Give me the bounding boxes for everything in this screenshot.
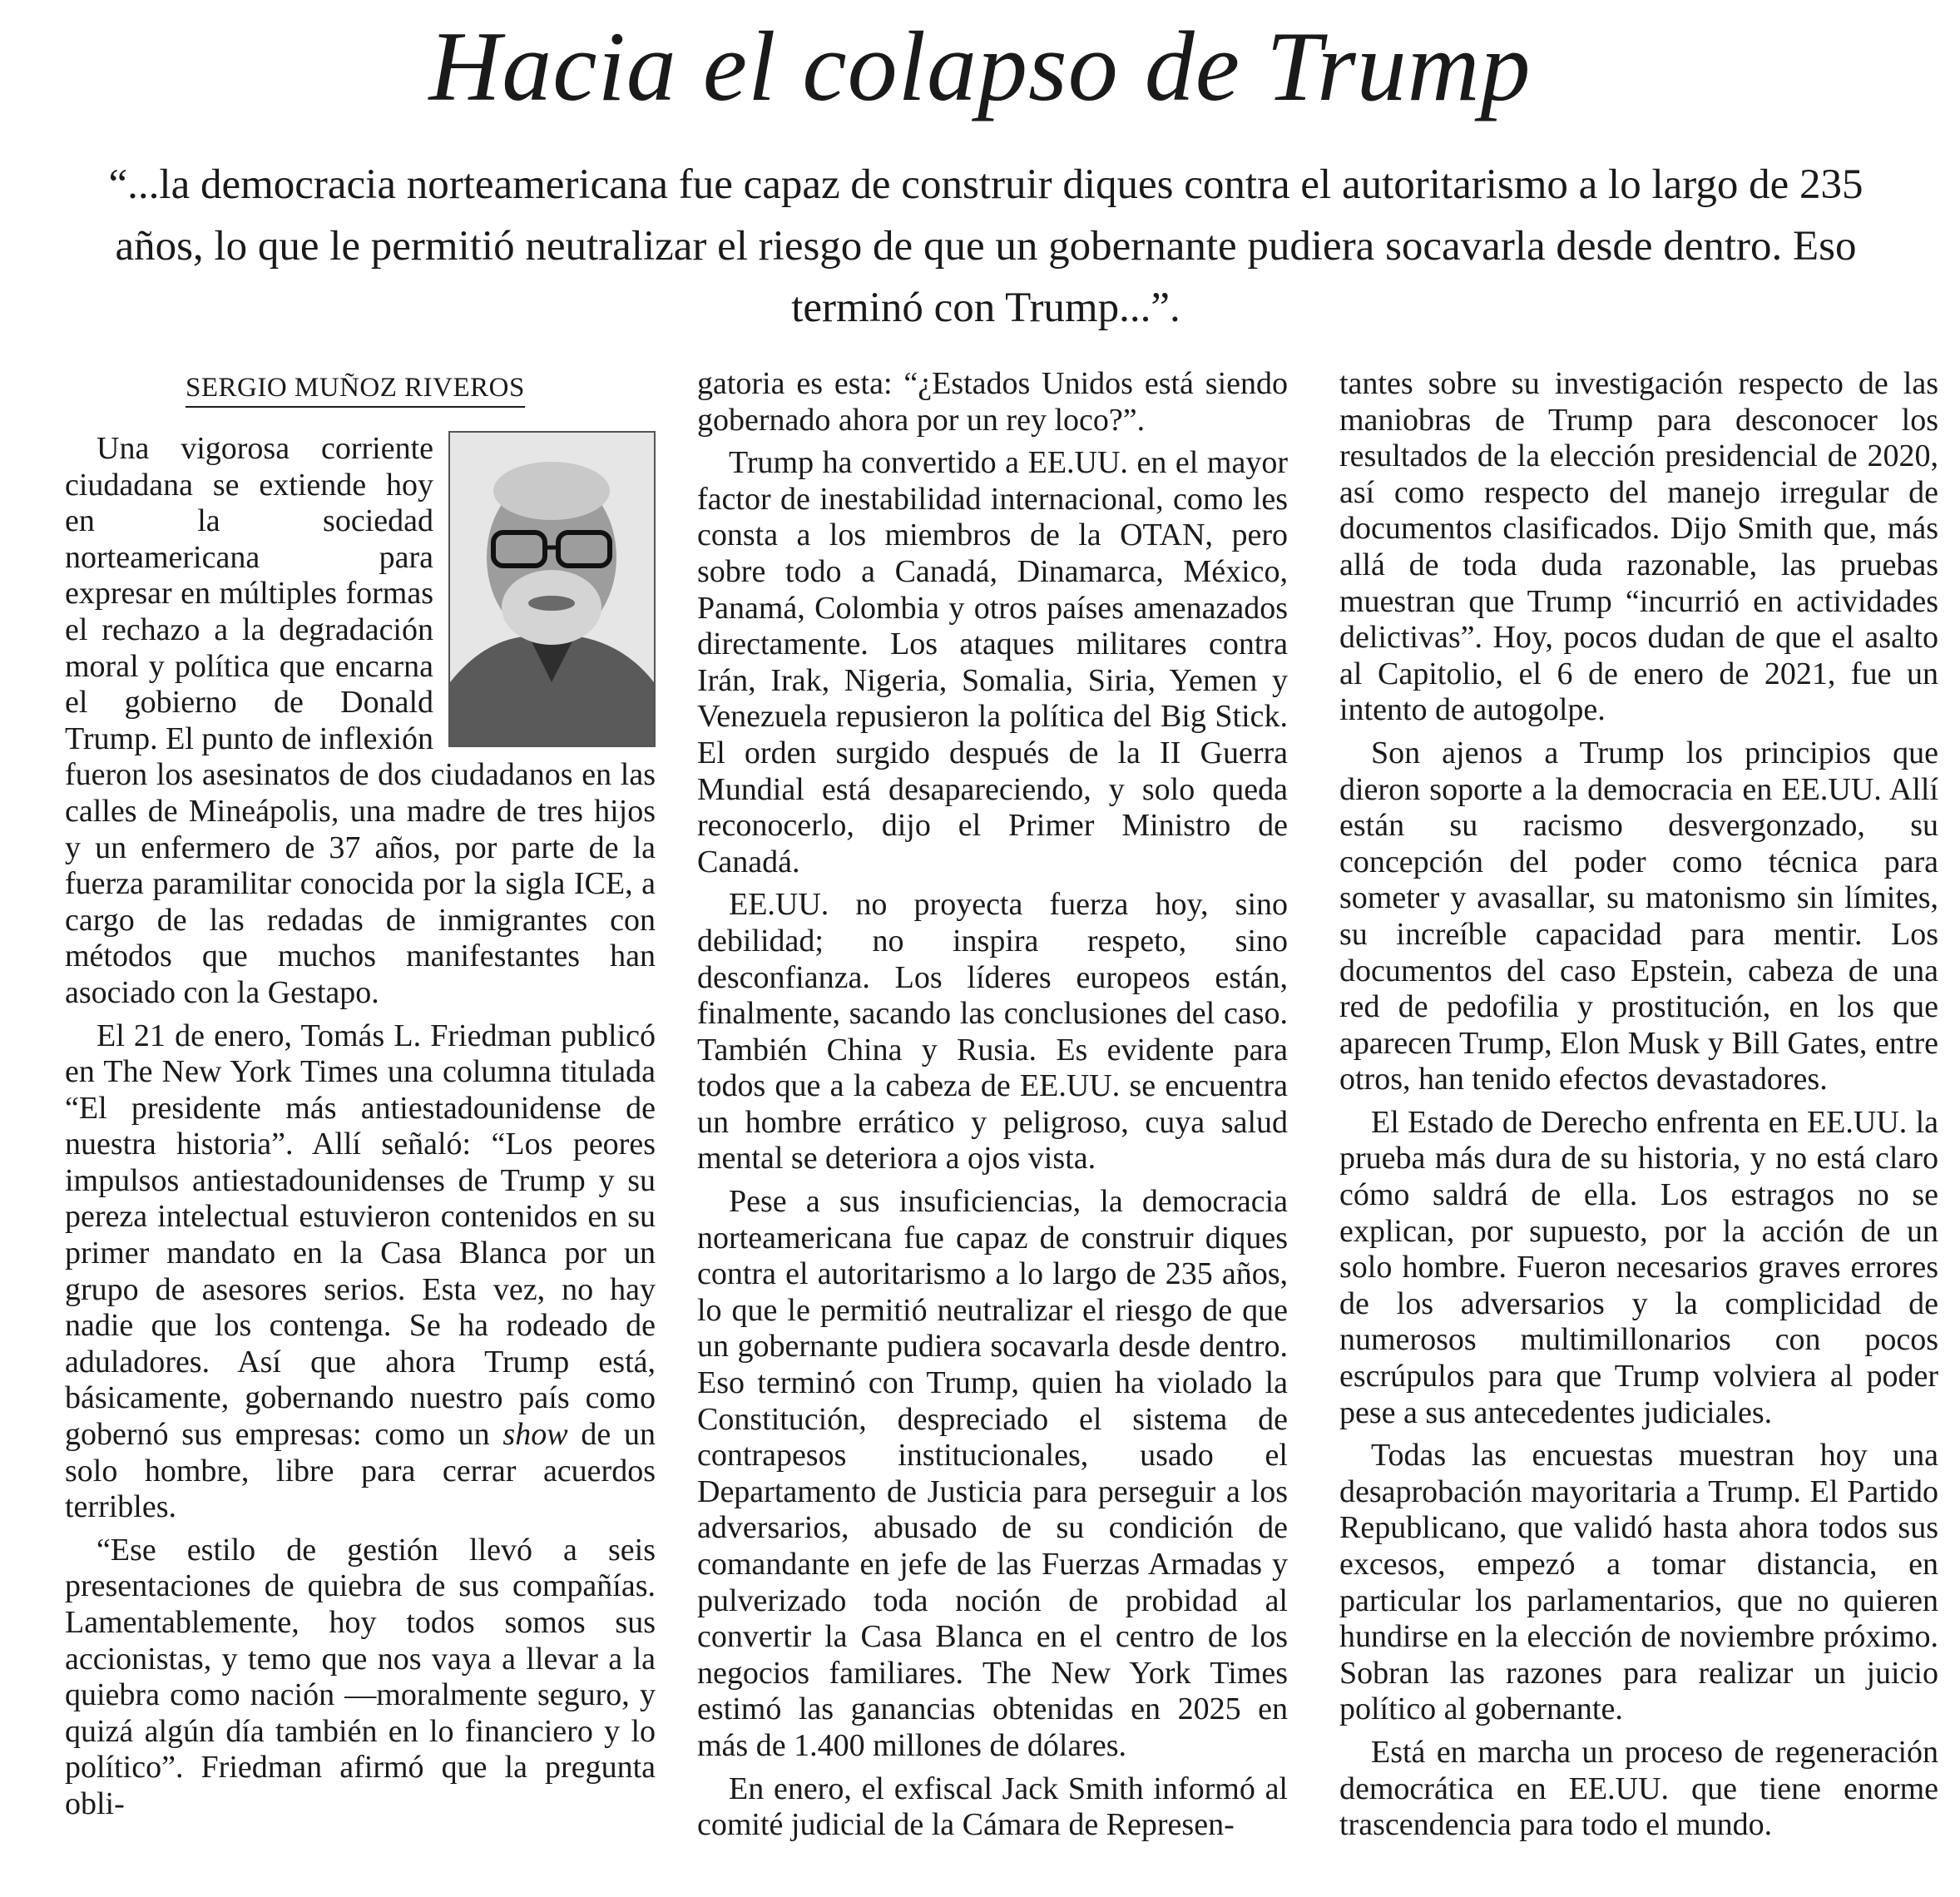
paragraph: “Ese estilo de gestión llevó a seis presentaciones de quiebra de sus compañías. Lamentablemente, hoy todos somos sus accionistas, y temo que nos vaya a llevar a la quiebra como nación —moralmente seguro, y quizá algún día también en lo financiero y lo político”. Friedman afirmó que la pregunta obli- <box>65 1532 656 1821</box>
paragraph: Trump ha convertido a EE.UU. en el mayor factor de inestabilidad internacional, como les consta a los miembros de la OTAN, pero sobre todo a Canadá, Dinamarca, México, Panamá, Colombia y otros países amenazados directamente. Los ataques militares contra Irán, Irak, Nigeria, Somalia, Siria, Yemen y Venezuela repusieron la política del Big Stick. El orden surgido después de la II Guerra Mundial está desapareciendo, y solo queda reconocerlo, dijo el Primer Ministro de Canadá. <box>697 445 1288 879</box>
paragraph <box>65 431 656 1012</box>
paragraph <box>65 1018 656 1526</box>
paragraph: Todas las encuestas muestran hoy una desaprobación mayoritaria a Trump. El Partido Republicano, que validó hasta ahora todos sus excesos, empezó a tomar distancia, en particular los parlamentarios, que no quieren hundirse en la elección de noviembre próximo. Sobran las razones para realizar un juicio político al gobernante. <box>1339 1438 1938 1727</box>
pull-quote: “...la democracia norteamericana fue capaz de construir diques contra el autoritarismo a lo largo de 235 años, lo que le permitió neutralizar el riesgo de que un gobernante pudiera socavarla desde dentro. Eso terminó con Trump...”. <box>108 161 1863 331</box>
italic-word: show <box>502 1417 568 1453</box>
author-portrait-icon <box>450 433 654 745</box>
paragraph-text: de un solo hombre, libre para cerrar acuerdos terribles. <box>65 1417 656 1525</box>
column-3 <box>1339 366 1938 1893</box>
paragraph: En enero, el exfiscal Jack Smith informó al comité judicial de la Cámara de Represen- <box>697 1771 1288 1843</box>
paragraph: Está en marcha un proceso de regeneración democrática en EE.UU. que tiene enorme trascendencia para todo el mundo. <box>1339 1734 1938 1843</box>
paragraph: gatoria es esta: “¿Estados Unidos está siendo gobernado ahora por un rey loco?”. <box>697 366 1288 438</box>
paragraph-text: Una vigorosa corriente ciudadana se extiende hoy en la sociedad norteamericana para expresar en múltiples formas el rechazo a la degradación moral y política que encarna el gobierno de Donald Trump. El punto de inflexión fueron los asesinatos de dos ciudadanos en las calles de Mineápolis, una madre de tres hijos y un enfermero de 37 años, por parte de la fuerza paramilitar conocida por la sigla ICE, a cargo de las redadas de inmigrantes con métodos que muchos manifestantes han asociado con la Gestapo. <box>65 431 656 1010</box>
author-photo <box>448 431 656 747</box>
paragraph: EE.UU. no proyecta fuerza hoy, sino debilidad; no inspira respeto, sino desconfianza. Los líderes europeos están, finalmente, sacando las conclusiones del caso. También China y Rusia. Es evidente para todos que a la cabeza de EE.UU. se encuentra un hombre errático y peligroso, cuya salud mental se deteriora a ojos vista. <box>697 887 1288 1176</box>
paragraph: El Estado de Derecho enfrenta en EE.UU. la prueba más dura de su historia, y no está claro cómo saldrá de ella. Los estragos no se explican, por supuesto, por la acción de un solo hombre. Fueron necesarios graves errores de los adversarios y la complicidad de numerosos multimillonarios con pocos escrúpulos para que Trump volviera al poder pese a sus antecedentes judiciales. <box>1339 1104 1938 1430</box>
paragraph-text: El 21 de enero, Tomás L. Friedman publicó en The New York Times una columna titulada “El presidente más antiestadounidense de nuestra historia”. Allí señaló: “Los peores impulsos antiestadounidenses de Trump y su pereza intelectual estuvieron contenidos en su primer mandato en la Casa Blanca por un grupo de asesores serios. Esta vez, no hay nadie que los contenga. Se ha rodeado de aduladores. Así que ahora Trump está, básicamente, gobernando nuestro país como gobernó sus empresas: como un <box>65 1018 656 1453</box>
column-2 <box>697 366 1288 1893</box>
author-byline: SERGIO MUÑOZ RIVEROS <box>186 371 525 408</box>
article-headline: Hacia el colapso de Trump <box>428 11 1532 121</box>
column-1 <box>65 366 656 1893</box>
paragraph: Son ajenos a Trump los principios que dieron soporte a la democracia en EE.UU. Allí están su racismo desvergonzado, su concepción del poder como técnica para someter y avasallar, su matonismo sin límites, su increíble capacidad para mentir. Los documentos del caso Epstein, cabeza de una red de pedofilia y prostitución, en los que aparecen Trump, Elon Musk y Bill Gates, entre otros, han tenido efectos devastadores. <box>1339 735 1938 1097</box>
paragraph: tantes sobre su investigación respecto de las maniobras de Trump para desconocer los resultados de la elección presidencial de 2020, así como respecto del manejo irregular de documentos clasificados. Dijo Smith que, más allá de toda duda razonable, las pruebas muestran que Trump “incurrió en actividades delictivas”. Hoy, pocos dudan de que el asalto al Capitolio, el 6 de enero de 2021, fue un intento de autogolpe. <box>1339 366 1938 728</box>
paragraph: Pese a sus insuficiencias, la democracia norteamericana fue capaz de construir diques contra el autoritarismo a lo largo de 235 años, lo que le permitió neutralizar el riesgo de que un gobernante pudiera socavarla desde dentro. Eso terminó con Trump, quien ha violado la Constitución, despreciado el sistema de contrapesos institucionales, usado el Departamento de Justicia para perseguir a los adversarios, abusado de su condición de comandante en jefe de las Fuerzas Armadas y pulverizado toda noción de probidad al convertir la Casa Blanca en el centro de los negocios familiares. The New York Times estimó las ganancias obtenidas en 2025 en más de 1.400 millones de dólares. <box>697 1184 1288 1763</box>
